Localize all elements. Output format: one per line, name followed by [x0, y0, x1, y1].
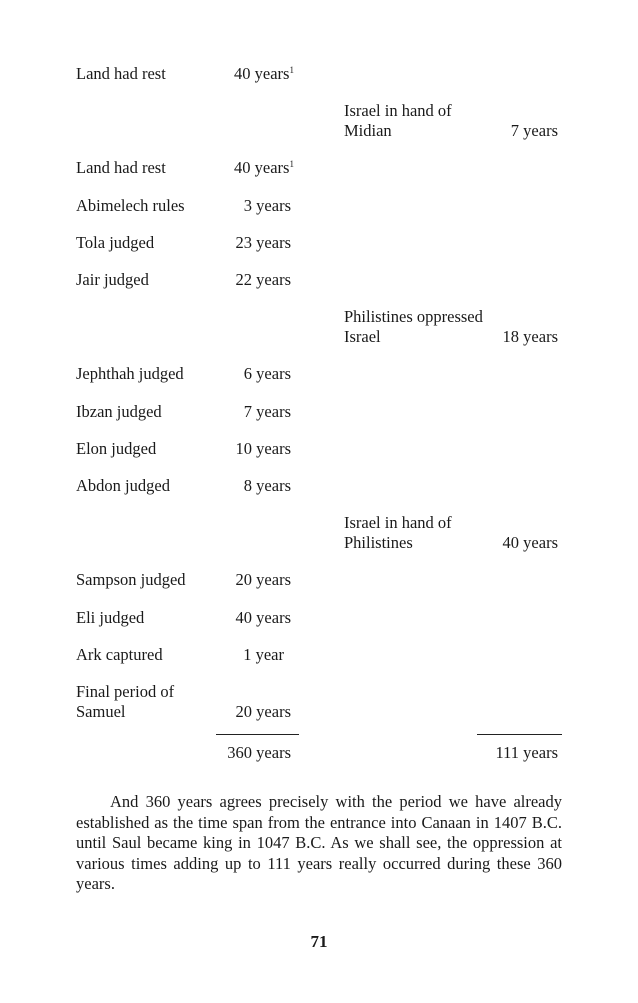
- left-row-label: Eli judged: [76, 608, 145, 627]
- left-row-label: Ark captured: [76, 645, 163, 664]
- left-row-label: Ibzan judged: [76, 402, 162, 421]
- left-row-label: Jair judged: [76, 270, 149, 289]
- left-row-years: 20 years: [235, 702, 291, 721]
- left-row-years: 10 years: [235, 439, 291, 458]
- right-row-years: 7 years: [510, 121, 558, 140]
- left-row-label: Jephthah judged: [76, 364, 184, 383]
- left-row-label: Elon judged: [76, 439, 157, 458]
- body-paragraph: [76, 792, 562, 895]
- left-row-years: 40 years: [235, 608, 291, 627]
- left-row-label: Final period of: [76, 682, 175, 701]
- left-row-years: 40 years$^1$: [234, 158, 294, 177]
- right-row-label: Israel: [344, 327, 381, 346]
- left-row-years: 20 years: [235, 570, 291, 589]
- sum-rule-right: [477, 734, 562, 735]
- footnote-marker: 1: [289, 159, 294, 169]
- left-row-label: Abimelech rules: [76, 196, 185, 215]
- right-row-label: Philistines: [344, 533, 413, 552]
- page-number: 71: [310, 932, 328, 951]
- left-row-years: 23 years: [235, 233, 291, 252]
- paragraph-text: And 360 years agrees precisely with the period we have already established as the time span from the entrance into Canaan in 1407 B.C. until Saul became king in 1047 B.C. As we shall see, the oppression at various times adding up to 111 years really occurred during these 360 years.: [76, 792, 562, 893]
- left-row-years: 8 years: [243, 476, 291, 495]
- left-row-label: Samuel: [76, 702, 126, 721]
- right-row-label: Midian: [344, 121, 392, 140]
- left-row-label: Land had rest: [76, 158, 166, 177]
- right-row-label: Israel in hand of: [344, 101, 452, 120]
- total-left: 360 years: [227, 743, 291, 762]
- left-row-years: 6 years: [243, 364, 291, 383]
- sum-rule-left: [216, 734, 299, 735]
- left-row-years: 3 years: [243, 196, 291, 215]
- left-row-years: 22 years: [235, 270, 291, 289]
- right-row-label: Philistines oppressed: [344, 307, 483, 326]
- left-row-years: 1 year: [243, 645, 284, 664]
- right-row-label: Israel in hand of: [344, 513, 452, 532]
- left-row-label: Sampson judged: [76, 570, 186, 589]
- total-right: 111 years: [495, 743, 558, 762]
- left-row-label: Abdon judged: [76, 476, 170, 495]
- right-row-years: 40 years: [502, 533, 558, 552]
- footnote-marker: 1: [289, 65, 294, 75]
- right-row-years: 18 years: [502, 327, 558, 346]
- left-row-years: 40 years$^1$: [234, 64, 294, 83]
- left-row-label: Tola judged: [76, 233, 155, 252]
- left-row-years: 7 years: [243, 402, 291, 421]
- left-row-label: Land had rest: [76, 64, 166, 83]
